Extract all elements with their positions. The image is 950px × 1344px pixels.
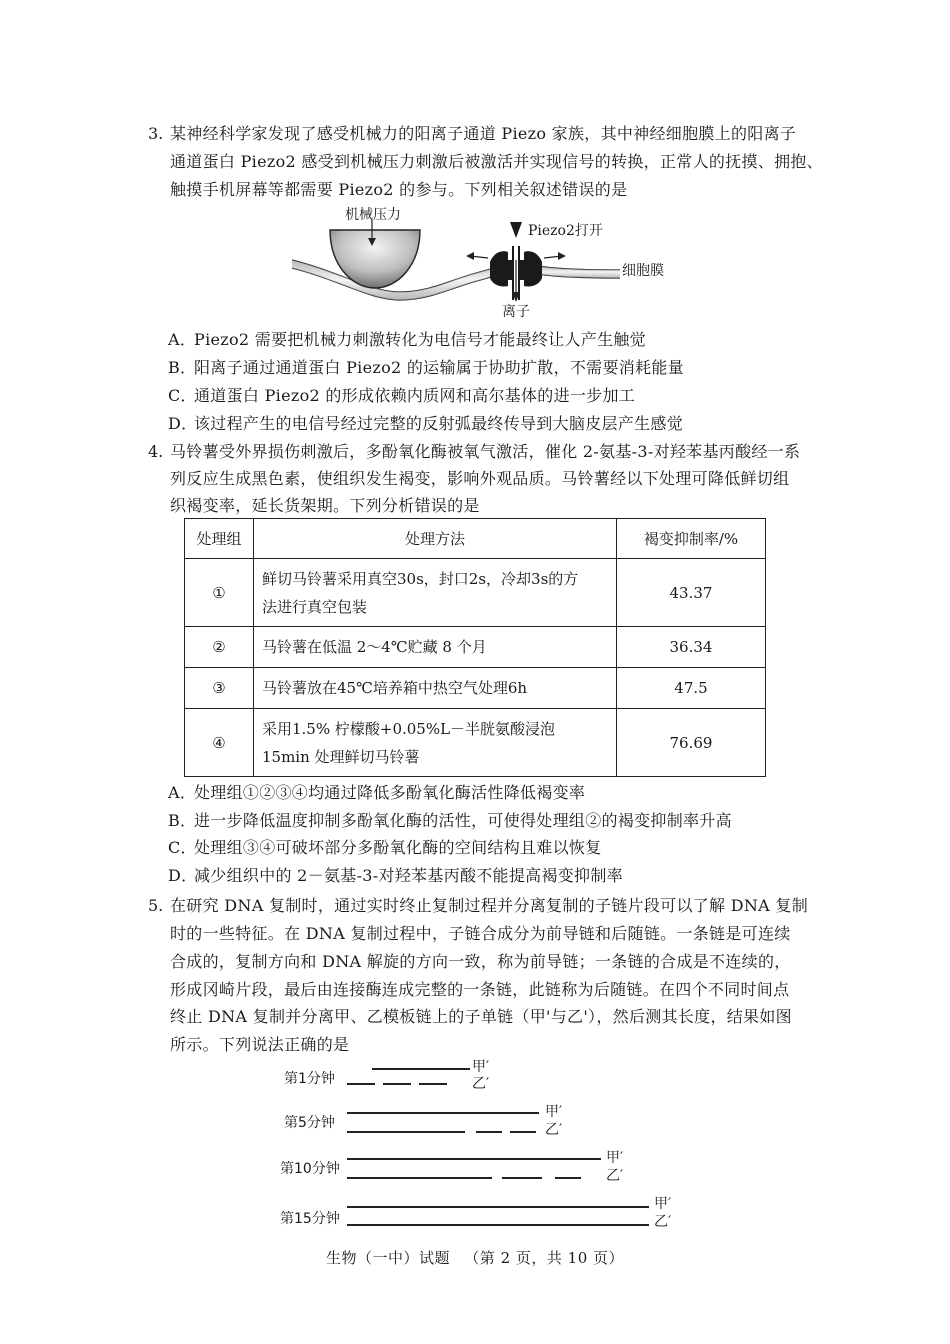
group-cell: ① — [185, 559, 254, 627]
ion-label: 离子 — [502, 304, 530, 320]
question-3-option-c — [168, 385, 635, 407]
piezo2-open-label: Piezo2打开 — [528, 223, 603, 239]
mechanical-pressure-label: 机械压力 — [345, 207, 401, 223]
question-5-stem-line-2: 时的一些特征。在 DNA 复制过程中，子链合成分为前导链和后随链。一条链是可连续 — [170, 924, 791, 943]
question-4-option-c — [168, 837, 602, 859]
method-line: 采用1.5% 柠檬酸+0.05%L－半胱氨酸浸泡 — [262, 719, 556, 738]
leading-strand — [347, 1206, 649, 1208]
option-letter: B． — [168, 811, 197, 830]
piezo2-figure — [280, 200, 680, 325]
method-line: 马铃薯放在45℃培养箱中热空气处理6h — [262, 679, 528, 697]
footer-page-number: （第 2 页，共 10 页） — [464, 1249, 625, 1267]
question-5-stem-line-5: 终止 DNA 复制并分离甲、乙模板链上的子单链（甲'与乙'），然后测其长度，结果如图 — [170, 1007, 792, 1026]
question-3-stem-line-2: 通道蛋白 Piezo2 感受到机械压力刺激后被激活并实现信号的转换，正常人的抚摸、拥抱、 — [170, 152, 823, 171]
leading-strand — [347, 1112, 539, 1114]
question-4-number: 4. — [148, 442, 164, 461]
treatment-table — [184, 518, 766, 777]
question-5-stem-line-6: 所示。下列说法正确的是 — [170, 1035, 350, 1054]
question-3-stem-line-1: 某神经科学家发现了感受机械力的阳离子通道 Piezo 家族，其中神经细胞膜上的阳离子 — [170, 124, 797, 143]
table-row — [185, 668, 766, 709]
footer-subject: 生物（一中）试题 — [325, 1249, 450, 1267]
strand-b-label: 乙′ — [472, 1076, 490, 1092]
table-row — [185, 559, 766, 627]
question-5-number: 5. — [148, 896, 164, 915]
time-label: 第15分钟 — [280, 1211, 340, 1227]
question-5-stem-line-3: 合成的，复制方向和 DNA 解旋的方向一致，称为前导链；一条链的合成是不连续的， — [170, 952, 791, 971]
okazaki-fragment — [383, 1083, 411, 1085]
question-4-stem-line-2: 列反应生成黑色素，使组织发生褐变，影响外观品质。马铃薯经以下处理可降低鲜切组 — [170, 469, 790, 488]
method-cell — [254, 668, 617, 709]
group-cell: ④ — [185, 709, 254, 777]
time-label: 第5分钟 — [284, 1115, 335, 1131]
group-cell: ③ — [185, 668, 254, 709]
question-3-option-b — [168, 357, 684, 379]
strand-a-label: 甲′ — [545, 1104, 563, 1120]
piezo2-diagram — [280, 200, 680, 325]
option-letter: A． — [168, 330, 197, 349]
option-text: Piezo2 需要把机械力刺激转化为电信号才能最终让人产生触觉 — [194, 330, 646, 349]
strand-b-label: 乙′ — [606, 1168, 624, 1184]
method-cell — [254, 709, 617, 777]
okazaki-fragment — [502, 1177, 542, 1179]
option-text: 阳离子通过通道蛋白 Piezo2 的运输属于协助扩散，不需要消耗能量 — [194, 358, 684, 377]
question-3-option-a — [168, 329, 646, 351]
option-letter: A． — [168, 783, 197, 802]
method-line: 鲜切马铃薯采用真空30s，封口2s，冷却3s的方 — [262, 569, 579, 588]
option-letter: C． — [168, 838, 197, 857]
leading-strand — [347, 1158, 601, 1160]
table-header-row — [185, 519, 766, 559]
okazaki-fragment — [347, 1083, 375, 1085]
cell-membrane-label: 细胞膜 — [622, 263, 664, 279]
question-4-stem-line-1: 马铃薯受外界损伤刺激后，多酚氧化酶被氧气激活，催化 2-氨基-3-对羟苯基丙酸经一系 — [170, 442, 801, 461]
question-4-option-d — [168, 865, 623, 887]
header-rate: 褐变抑制率/% — [617, 519, 766, 559]
option-text: 进一步降低温度抑制多酚氧化酶的活性，可使得处理组②的褐变抑制率升高 — [194, 811, 732, 830]
option-letter: D． — [168, 866, 198, 885]
time-label: 第10分钟 — [280, 1161, 340, 1177]
option-letter: C． — [168, 386, 197, 405]
rate-cell: 76.69 — [617, 709, 766, 777]
strand-a-label: 甲′ — [606, 1150, 624, 1166]
lagging-strand — [347, 1131, 465, 1133]
table-row — [185, 709, 766, 777]
okazaki-fragment — [419, 1083, 447, 1085]
method-cell — [254, 627, 617, 668]
leading-strand — [372, 1068, 470, 1070]
method-line: 马铃薯在低温 2～4℃贮藏 8 个月 — [262, 638, 487, 656]
option-letter: B． — [168, 358, 197, 377]
question-5-stem-line-4: 形成冈崎片段，最后由连接酶连成完整的一条链，此链称为后随链。在四个不同时间点 — [170, 980, 790, 999]
lagging-strand — [347, 1224, 649, 1226]
page-footer — [0, 1247, 950, 1268]
question-3-option-d — [168, 413, 683, 435]
option-letter: D． — [168, 414, 198, 433]
okazaki-fragment — [476, 1131, 502, 1133]
strand-b-label: 乙′ — [654, 1214, 672, 1230]
okazaki-fragment — [510, 1131, 536, 1133]
option-text: 减少组织中的 2－氨基-3-对羟苯基丙酸不能提高褐变抑制率 — [194, 866, 623, 885]
okazaki-fragment — [555, 1177, 581, 1179]
table-row — [185, 627, 766, 668]
option-text: 处理组①②③④均通过降低多酚氧化酶活性降低褐变率 — [194, 783, 586, 802]
question-4-stem-line-3: 织褐变率，延长货架期。下列分析错误的是 — [170, 496, 480, 515]
question-5-stem-line-1: 在研究 DNA 复制时，通过实时终止复制过程并分离复制的子链片段可以了解 DNA 复制 — [170, 896, 809, 915]
option-text: 该过程产生的电信号经过完整的反射弧最终传导到大脑皮层产生感觉 — [194, 414, 684, 433]
group-cell: ② — [185, 627, 254, 668]
question-3-stem-line-3: 触摸手机屏幕等都需要 Piezo2 的参与。下列相关叙述错误的是 — [170, 180, 628, 199]
method-line: 法进行真空包装 — [262, 597, 368, 616]
method-cell — [254, 559, 617, 627]
rate-cell: 47.5 — [617, 668, 766, 709]
rate-cell: 43.37 — [617, 559, 766, 627]
strand-b-label: 乙′ — [545, 1122, 563, 1138]
option-text: 处理组③④可破坏部分多酚氧化酶的空间结构且难以恢复 — [194, 838, 602, 857]
header-group: 处理组 — [185, 519, 254, 559]
question-4-option-a — [168, 782, 585, 804]
lagging-strand — [347, 1177, 492, 1179]
option-text: 通道蛋白 Piezo2 的形成依赖内质网和高尔基体的进一步加工 — [194, 386, 636, 405]
method-line: 15min 处理鲜切马铃薯 — [262, 747, 420, 766]
strand-a-label: 甲′ — [654, 1196, 672, 1212]
strand-a-label: 甲′ — [472, 1059, 490, 1075]
header-method: 处理方法 — [254, 519, 617, 559]
time-label: 第1分钟 — [284, 1071, 335, 1087]
question-4-option-b — [168, 810, 732, 832]
question-3-number: 3. — [148, 124, 164, 143]
rate-cell: 36.34 — [617, 627, 766, 668]
